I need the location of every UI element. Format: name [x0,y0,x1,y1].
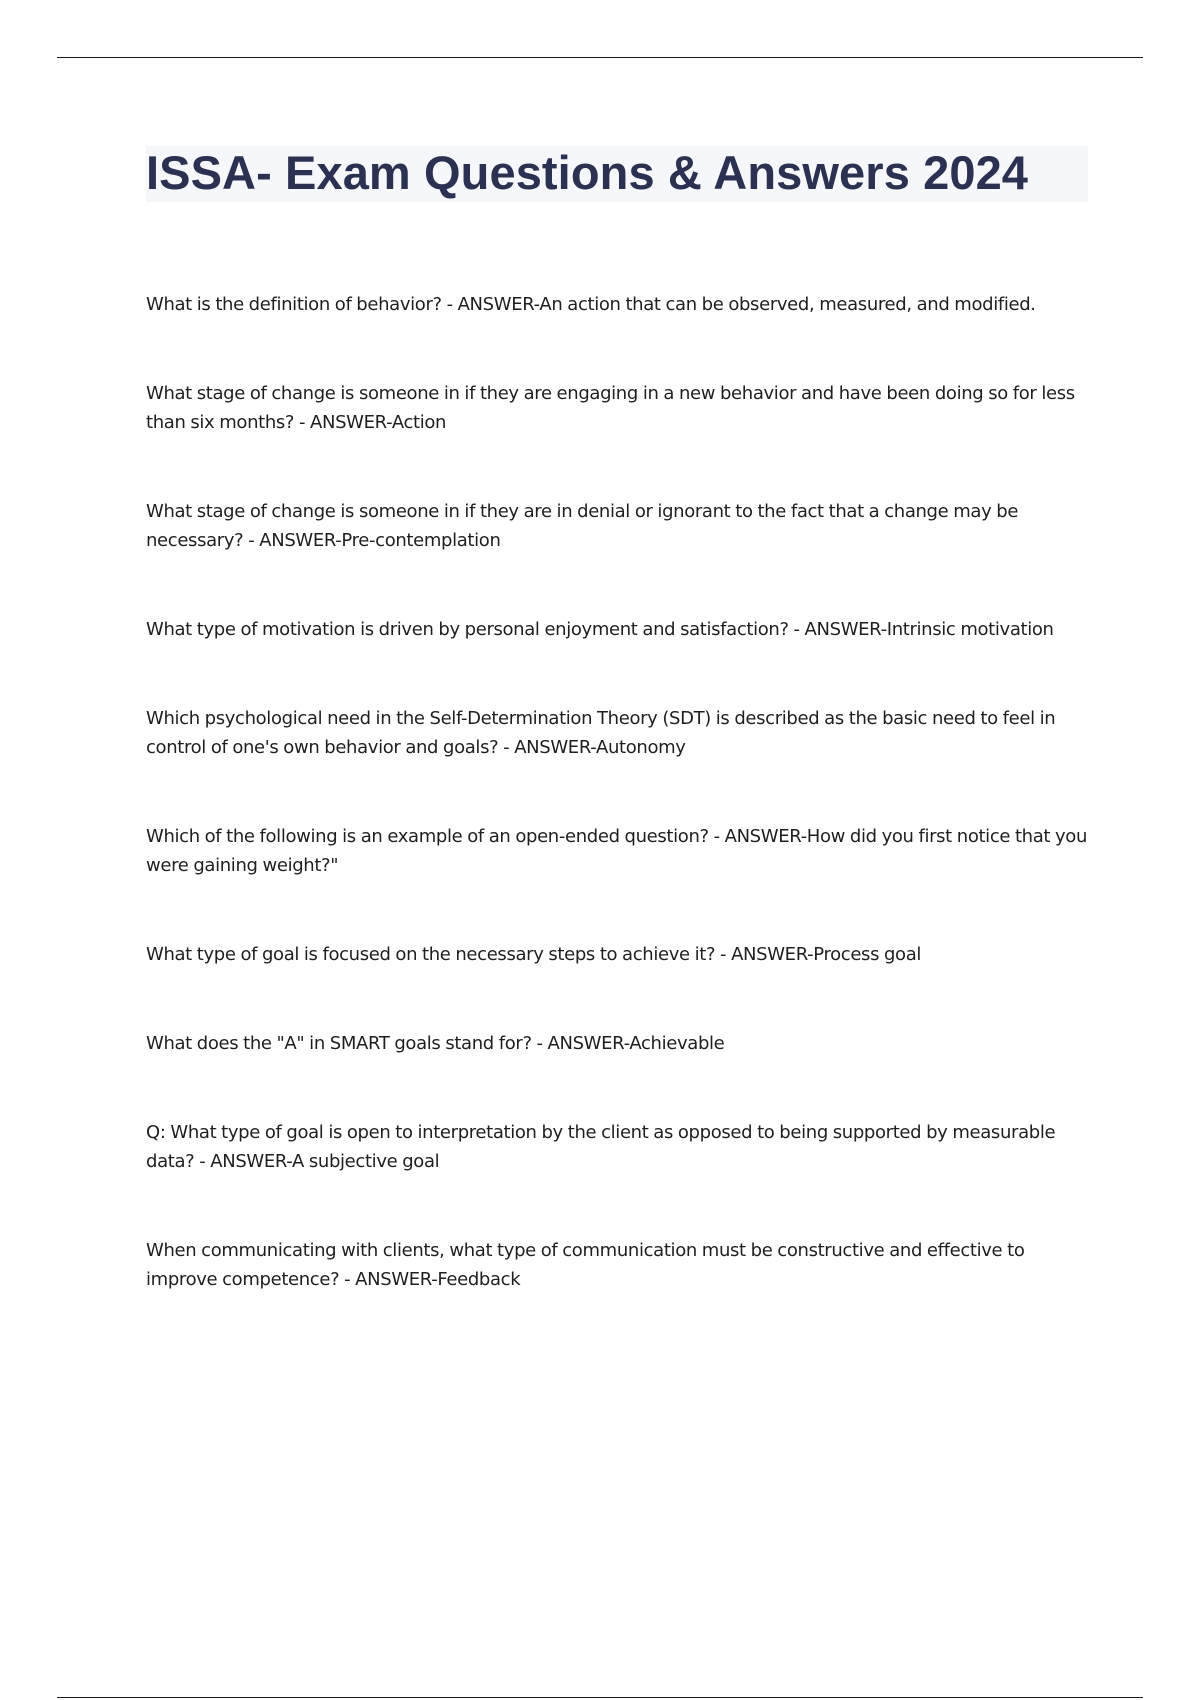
qa-item: What stage of change is someone in if they are in denial or ignorant to the fact that a change may be necessary? - ANSWER-Pre-contemplation [146,501,1019,551]
qa-list [146,290,1091,1354]
document-title: ISSA- Exam Questions & Answers 2024 [146,146,1029,199]
qa-item: Q: What type of goal is open to interpretation by the client as opposed to being supported by measurable data? - ANSWER-A subjective goal [146,1122,1056,1172]
header-rule [57,57,1143,58]
qa-item: Which of the following is an example of an open-ended question? - ANSWER-How did you first notice that you were gaining weight?" [146,826,1088,876]
qa-item: What does the "A" in SMART goals stand for? - ANSWER-Achievable [146,1033,725,1054]
qa-item: When communicating with clients, what type of communication must be constructive and effective to improve competence? - ANSWER-Feedback [146,1240,1025,1290]
qa-item: What type of motivation is driven by personal enjoyment and satisfaction? - ANSWER-Intrinsic motivation [146,619,1054,640]
qa-item: Which psychological need in the Self-Determination Theory (SDT) is described as the basic need to feel in control of one's own behavior and goals? - ANSWER-Autonomy [146,708,1056,758]
footer-rule [57,1697,1143,1698]
qa-item: What type of goal is focused on the necessary steps to achieve it? - ANSWER-Process goal [146,944,922,965]
qa-item: What is the definition of behavior? - ANSWER-An action that can be observed, measured, and modified. [146,294,1036,315]
qa-item: What stage of change is someone in if they are engaging in a new behavior and have been doing so for less than six months? - ANSWER-Action [146,383,1075,433]
